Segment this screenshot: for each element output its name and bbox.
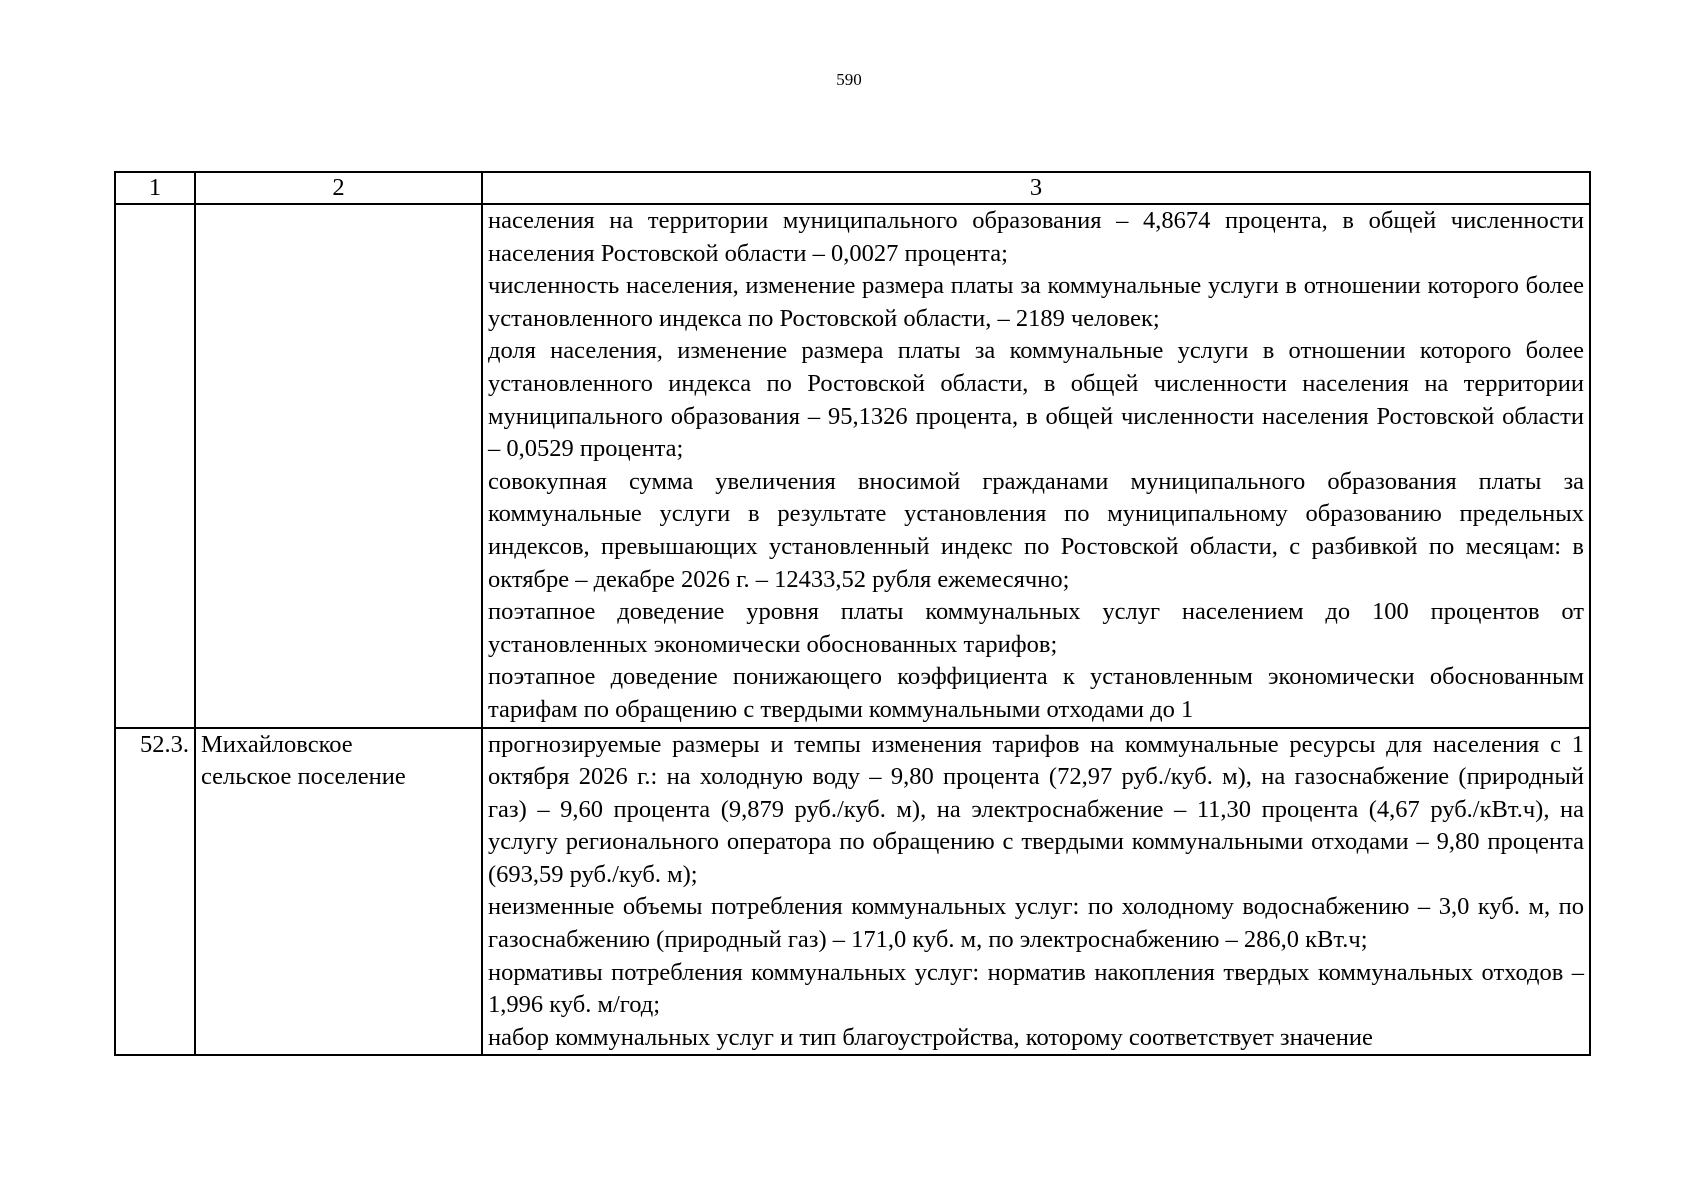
paragraph: нормативы потребления коммунальных услуг: норматив накопления твердых коммунальных отходов – 1,996 куб. м/год; <box>488 958 1584 1019</box>
paragraph: совокупная сумма увеличения вносимой гражданами муниципального образования платы за коммунальные услуги в результате установления по муниципальному образованию предельных индексов, превышающих установленный индекс по Ростовской области, с разбивкой по месяцам: в октябре – декабре 2026 г. – 12433,52 рубля ежемесячно; <box>488 467 1584 593</box>
row-number: 52.3. <box>115 728 195 1056</box>
header-cell: 3 <box>482 172 1590 204</box>
paragraph: населения на территории муниципального образования – 4,8674 процента, в общей численности населения Ростовской области – 0,0027 процента; <box>488 207 1584 267</box>
paragraph: набор коммунальных услуг и тип благоустройства, которому соответствует значение <box>488 1023 1373 1051</box>
header-cell: 2 <box>195 172 482 204</box>
description-cell <box>482 204 1590 728</box>
municipality-name <box>195 204 482 728</box>
municipality-name-line: сельское поселение <box>201 763 406 791</box>
paragraph: численность населения, изменение размера платы за коммунальные услуги в отношении которого более установленного индекса по Ростовской области, – 2189 человек; <box>488 272 1584 332</box>
row-number <box>115 204 195 728</box>
description-cell <box>482 728 1590 1056</box>
municipality-name-line: Михайловское <box>201 730 353 758</box>
paragraph: прогнозируемые размеры и темпы изменения тарифов на коммунальные ресурсы для населения с 1 октября 2026 г.: на холодную воду – 9,80 процента (72,97 руб./куб. м), на газоснабжение (природный газ) – 9,60 процента (9,879 руб./куб. м), на электроснабжение – 11,30 процента (4,67 руб./кВт.ч), на услугу регионального оператора по обращению с твердыми коммунальными отходами – 9,80 процента (693,59 руб./куб. м); <box>488 730 1584 888</box>
paragraph: неизменные объемы потребления коммунальных услуг: по холодному водоснабжению – 3,0 куб. м, по газоснабжению (природный газ) – 171,0 куб. м, по электроснабжению – 286,0 кВт.ч; <box>488 893 1584 954</box>
table-header-row <box>115 172 1590 204</box>
paragraph: доля населения, изменение размера платы за коммунальные услуги в отношении которого более установленного индекса по Ростовской области, в общей численности населения на территории муниципального образования – 95,1326 процента, в общей численности населения Ростовской области – 0,0529 процента; <box>488 337 1584 463</box>
paragraph: поэтапное доведение понижающего коэффициента к установленным экономически обоснованным тарифам по обращению с твердыми коммунальными отходами до 1 <box>488 663 1584 723</box>
page-number: 590 <box>836 70 862 89</box>
document-table <box>114 171 1591 1056</box>
municipality-name <box>195 728 482 1056</box>
table-row <box>115 204 1590 728</box>
table-row <box>115 728 1590 1056</box>
header-cell: 1 <box>115 172 195 204</box>
paragraph: поэтапное доведение уровня платы коммунальных услуг населением до 100 процентов от установленных экономически обоснованных тарифов; <box>488 598 1584 658</box>
